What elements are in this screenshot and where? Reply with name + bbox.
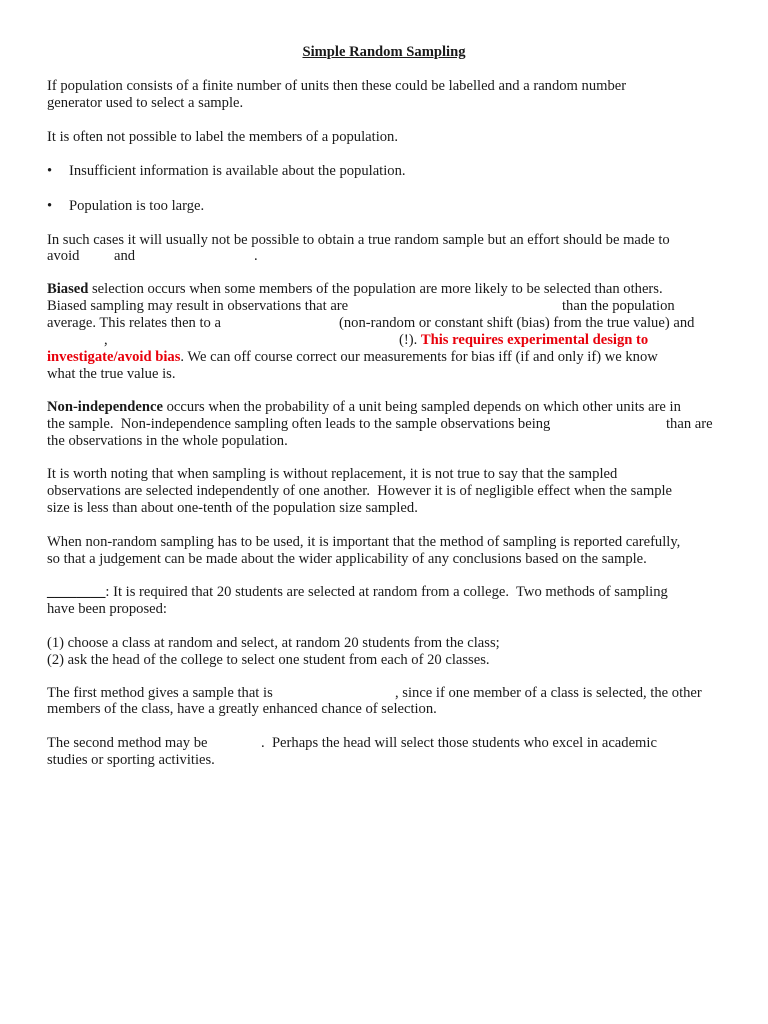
biased-term: Biased (47, 281, 89, 297)
biased-line-3b: (non-random or constant shift (bias) from the true value) and (339, 315, 695, 331)
example-blank: ________ (47, 584, 106, 600)
such-cases-line-1: In such cases it will usually not be possible to obtain a true random sample but an effort should be made to (47, 232, 670, 248)
intro-line-1: If population consists of a finite number of units then these could be labelled and a random number (47, 78, 627, 94)
nonindep-term: Non-independence (47, 399, 163, 415)
intro-line-2: generator used to select a sample. (47, 95, 244, 111)
replacement-line-2: observations are selected independently of one another. However it is of negligible effect when the sample (47, 483, 673, 499)
nonindep-line-2b: than are (666, 416, 713, 432)
replacement-line-3: size is less than about one-tenth of the population size sampled. (47, 500, 418, 516)
nonrandom-line-2: so that a judgement can be made about the wider applicability of any conclusions based on the sample. (47, 551, 647, 567)
biased-line-4-comma: , (104, 332, 108, 348)
bias-highlight-1: This requires experimental design to (420, 332, 649, 348)
biased-line-5: investigate/avoid bias. We can off course correct our measurements for bias iff (if and only if) we know (47, 349, 658, 365)
example-line-1: ________: It is required that 20 students are selected at random from a college. Two methods of sampling (47, 584, 668, 600)
example-line-2: have been proposed: (47, 601, 167, 617)
method-2: (2) ask the head of the college to select one student from each of 20 classes. (47, 652, 490, 668)
bias-highlight-2: investigate/avoid bias (47, 349, 181, 365)
such-cases-period: . (254, 248, 258, 264)
first-method-line-2: members of the class, have a greatly enhanced chance of selection. (47, 701, 437, 717)
biased-line-1: Biased selection occurs when some members of the population are more likely to be selected than others. (47, 281, 663, 297)
nonindep-line-2a: the sample. Non-independence sampling often leads to the sample observations being (47, 416, 551, 432)
nonrandom-line-1: When non-random sampling has to be used, it is important that the method of sampling is reported carefully, (47, 534, 681, 550)
second-method-line-2: studies or sporting activities. (47, 752, 215, 768)
bullet-item-1: Insufficient information is available about the population. (69, 163, 406, 179)
biased-line-2b: than the population (562, 298, 675, 314)
such-cases-and: and (114, 248, 136, 264)
biased-line-4: (!). This requires experimental design to (399, 332, 649, 348)
replacement-line-1: It is worth noting that when sampling is without replacement, it is not true to say that the sampled (47, 466, 618, 482)
bullet-icon: • (47, 163, 53, 179)
page-title: Simple Random Sampling (302, 44, 466, 60)
bullet-icon: • (47, 198, 53, 214)
such-cases-avoid: avoid (47, 248, 80, 264)
not-possible-text: It is often not possible to label the members of a population. (47, 129, 398, 145)
biased-line-6: what the true value is. (47, 366, 176, 382)
second-method-line-1b: . Perhaps the head will select those students who excel in academic (261, 735, 657, 751)
first-method-line-1a: The first method gives a sample that is (47, 685, 273, 701)
second-method-line-1a: The second method may be (47, 735, 208, 751)
method-1: (1) choose a class at random and select, at random 20 students from the class; (47, 635, 500, 651)
bullet-item-2: Population is too large. (69, 198, 205, 214)
biased-line-2a: Biased sampling may result in observations that are (47, 298, 349, 314)
first-method-line-1b: , since if one member of a class is selected, the other (395, 685, 702, 701)
nonindep-line-3: the observations in the whole population. (47, 433, 288, 449)
nonindep-line-1: Non-independence occurs when the probability of a unit being sampled depends on which other units are in (47, 399, 681, 415)
biased-line-3a: average. This relates then to a (47, 315, 221, 331)
